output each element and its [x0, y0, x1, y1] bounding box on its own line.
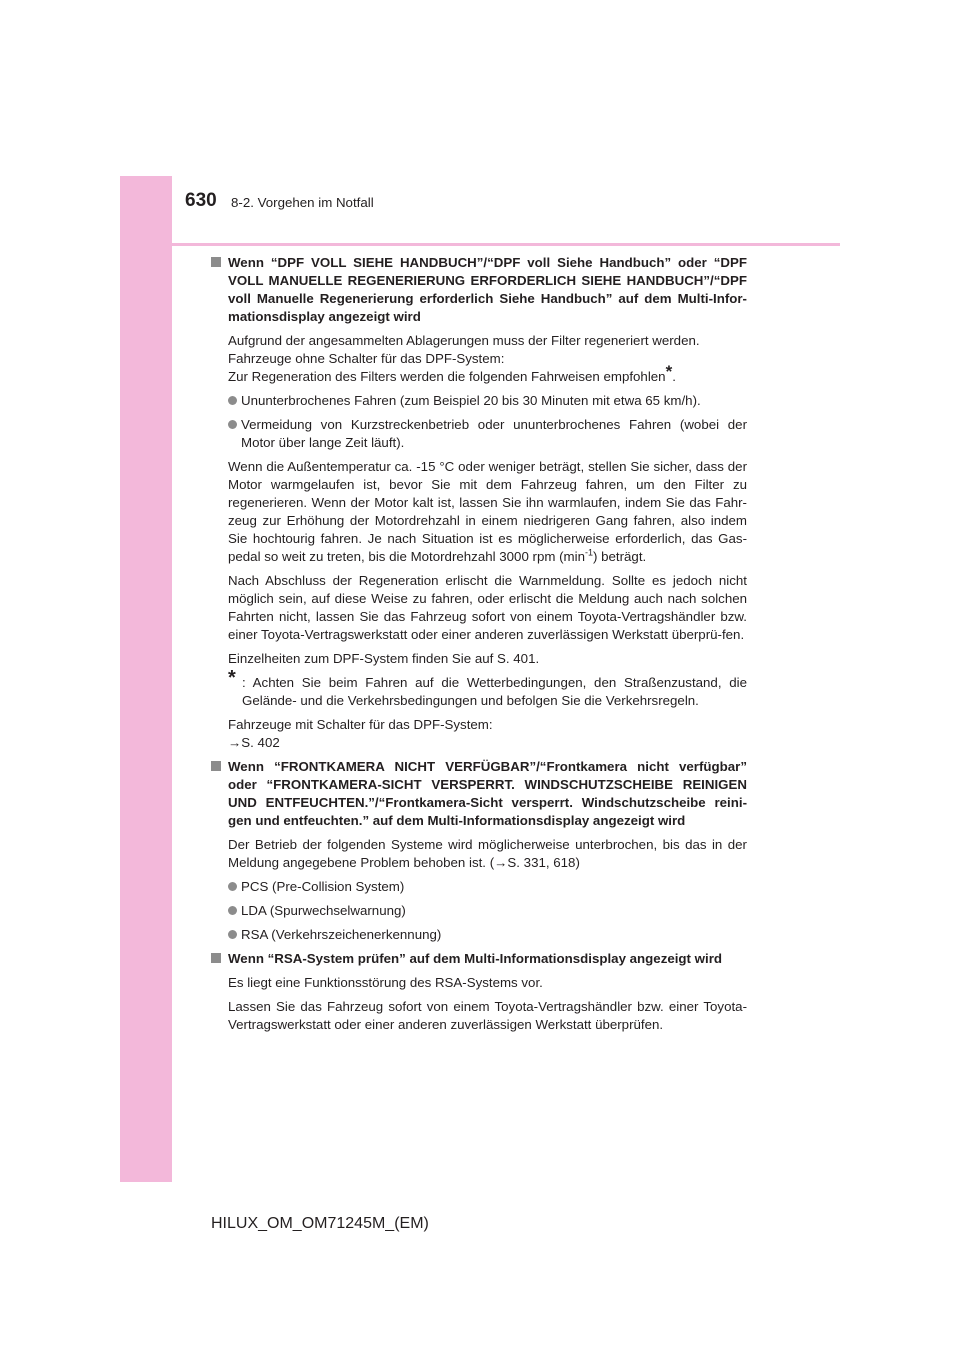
dpf-intro-period: . [672, 369, 676, 384]
dpf-temperature-paragraph [228, 458, 747, 566]
dpf-intro-line-3-text: Zur Regeneration des Filters werden die folgenden Fahrweisen empfohlen [228, 369, 666, 384]
square-bullet-icon [211, 761, 221, 771]
dpf-bullet-2 [228, 416, 747, 452]
dpf-temperature-text: Wenn die Außentemperatur ca. -15 °C oder weniger beträgt, stellen Sie sicher, dass der Motor warmgelaufen ist, bevor Sie mit dem Fahrzeug fahren, um den Filter zu regenerieren. Wenn der Motor kalt ist, lassen Sie ihn warmlaufen, indem Sie das Fahr-zeug zur Erhöhung der Motordrehzahl in einem niedrigeren Gang fahren, also indem Sie hochtourig fahren. Je nach Situation ist es möglicherweise erforderlich, das Gas-pedal so weit zu treten, bis die Motordrehzahl 3000 rpm (min [228, 459, 747, 564]
dpf-heading [211, 254, 747, 326]
side-color-band [120, 176, 172, 1182]
circle-bullet-icon [228, 882, 237, 891]
document-code: HILUX_OM_OM71245M_(EM) [211, 1215, 429, 1232]
header-divider [172, 243, 840, 246]
rsa-heading-text: Wenn “RSA-System prüfen” auf dem Multi-Informationsdisplay angezeigt wird [228, 951, 723, 966]
camera-bullet-pcs-text: PCS (Pre-Collision System) [241, 879, 405, 894]
dpf-switch-paragraph [228, 716, 747, 752]
circle-bullet-icon [228, 906, 237, 915]
rsa-text-2: Lassen Sie das Fahrzeug sofort von einem Toyota-Vertragshändler bzw. einer Toyota-Vertragswerkstatt oder einer anderen zuverlässigen Werkstatt überprüfen. [228, 999, 747, 1032]
dpf-temperature-sup: -1 [584, 547, 593, 558]
dpf-footnote-text: : Achten Sie beim Fahren auf die Wetterbedingungen, den Straßenzustand, die Gelände- und die Verkehrsbedingungen und befolgen Sie die Verkehrsregeln. [242, 675, 747, 708]
dpf-details-reference: Einzelheiten zum DPF-System finden Sie auf S. 401. [228, 651, 540, 666]
page-content [211, 254, 747, 1040]
footnote-star: * [228, 667, 236, 689]
camera-bullet-lda-text: LDA (Spurwechselwarnung) [241, 903, 406, 918]
circle-bullet-icon [228, 396, 237, 405]
dpf-bullet-1-text: Ununterbrochenes Fahren (zum Beispiel 20 bis 30 Minuten mit etwa 65 km/h). [241, 393, 701, 408]
camera-heading [211, 758, 747, 830]
dpf-intro-line-3 [228, 362, 747, 386]
dpf-bullet-2-text: Vermeidung von Kurzstreckenbetrieb oder ununterbrochenes Fahren (wobei der Motor über lange Zeit läuft). [241, 417, 747, 450]
dpf-intro-line-2: Fahrzeuge ohne Schalter für das DPF-System: [228, 351, 505, 366]
dpf-switch-page-ref: →S. 402 [228, 735, 280, 750]
camera-bullet-lda [228, 902, 747, 920]
circle-bullet-icon [228, 420, 237, 429]
square-bullet-icon [211, 257, 221, 267]
square-bullet-icon [211, 953, 221, 963]
dpf-intro [228, 332, 747, 386]
camera-heading-text: Wenn “FRONTKAMERA NICHT VERFÜGBAR”/“Frontkamera nicht verfügbar” oder “FRONTKAMERA-SICHT VERSPERRT. WINDSCHUTZSCHEIBE REINIGEN UND ENTFEUCHTEN.”/“Frontkamera-Sicht versperrt. Windschutzscheibe reini-gen und entfeuchten.” auf dem Multi-Informationsdisplay angezeigt wird [228, 759, 747, 828]
camera-text: Der Betrieb der folgenden Systeme wird möglicherweise unterbrochen, bis das in der Meldung angegebene Problem behoben ist. (→S. 331, 618) [228, 837, 747, 870]
camera-bullet-rsa [228, 926, 747, 944]
dpf-heading-text: Wenn “DPF VOLL SIEHE HANDBUCH”/“DPF voll Siehe Handbuch” oder “DPF VOLL MANUELLE REGENERIERUNG ERFORDERLICH SIEHE HANDBUCH”/“DPF voll Manuelle Regenerierung erforderlich Siehe Handbuch” auf dem Multi-Infor-mationsdisplay angezeigt wird [228, 255, 747, 324]
footnote-star-ref: * [665, 362, 673, 381]
camera-bullet-pcs [228, 878, 747, 896]
dpf-footnote [228, 667, 747, 710]
rsa-text-1: Es liegt eine Funktionsstörung des RSA-Systems vor. [228, 975, 543, 990]
section-title: 8-2. Vorgehen im Notfall [231, 195, 374, 210]
dpf-bullet-1 [228, 392, 747, 410]
dpf-temperature-text-end: ) beträgt. [593, 549, 647, 564]
circle-bullet-icon [228, 930, 237, 939]
dpf-intro-line-1: Aufgrund der angesammelten Ablagerungen muss der Filter regeneriert werden. [228, 333, 700, 348]
rsa-heading [211, 950, 747, 968]
dpf-after-regeneration: Nach Abschluss der Regeneration erlischt die Warnmeldung. Sollte es jedoch nicht möglich sein, auf diese Weise zu fahren, oder erlischt die Meldung auch nach solchen Fahrten nicht, lassen Sie das Fahrzeug sofort von einem Toyota-Vertragshändler bzw. einer Toyota-Vertragswerkstatt oder einer anderen zuverlässigen Werkstatt überprü-fen. [228, 573, 747, 642]
dpf-switch-line-1: Fahrzeuge mit Schalter für das DPF-System: [228, 717, 493, 732]
camera-bullet-rsa-text: RSA (Verkehrszeichenerkennung) [241, 927, 442, 942]
page-number: 630 [185, 190, 217, 211]
